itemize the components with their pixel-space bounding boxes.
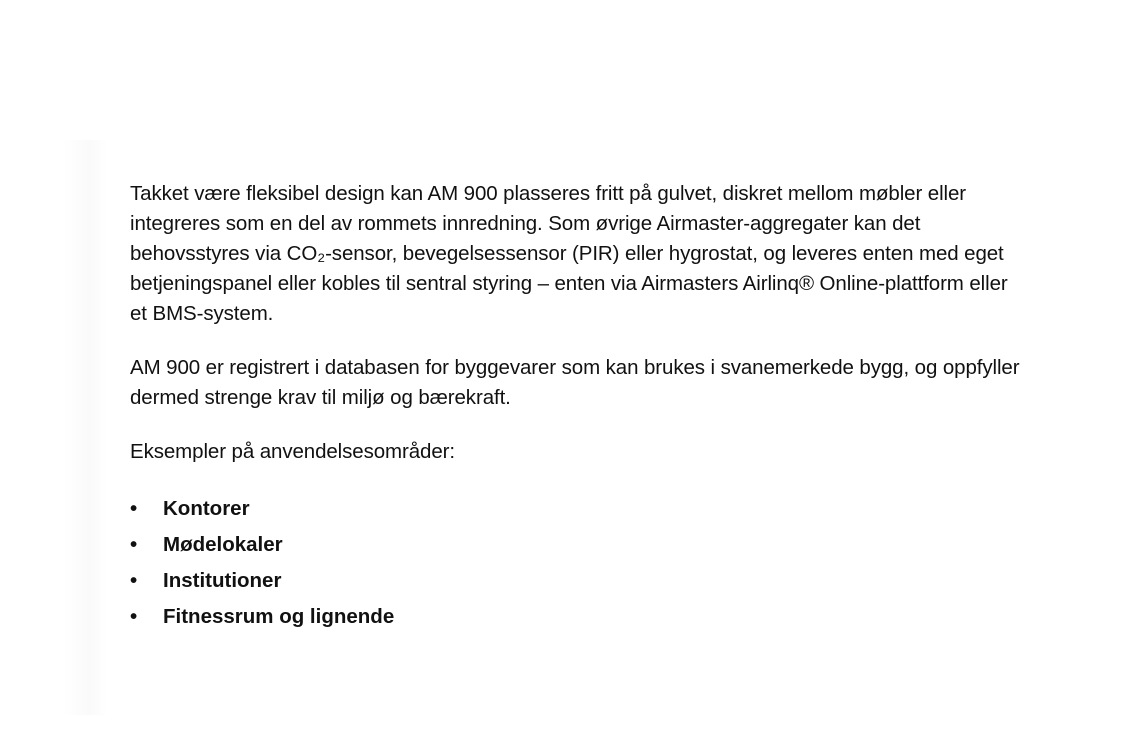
list-item (130, 563, 1030, 599)
list-item-label: Fitnessrum og lignende (163, 605, 395, 628)
list-item-label: Institutioner (163, 569, 282, 592)
examples-intro: Eksempler på anvendelsesområder: (130, 440, 455, 463)
article-body (130, 179, 1030, 635)
list-item (130, 491, 1030, 527)
bullet-icon: • (130, 605, 138, 628)
list-item-label: Mødelokaler (163, 533, 283, 556)
list-item (130, 599, 1030, 635)
page-edge-shadow (62, 140, 108, 715)
paragraph-design: Takket være fleksibel design kan AM 900 plasseres fritt på gulvet, diskret mellom møbler eller integreres som en del av rommets innredning. Som øvrige Airmaster-aggregater kan det behovsstyres via CO₂-sensor, bevegelsessensor (PIR) eller hygrostat, og leveres enten med eget betjeningspanel eller kobles til sentral styring – enten via Airmasters Airlinq® Online-plattform eller et BMS-system. (130, 182, 1008, 325)
bullet-icon: • (130, 569, 138, 592)
bullet-icon: • (130, 497, 138, 520)
list-item-label: Kontorer (163, 497, 250, 520)
examples-list (130, 491, 1030, 635)
bullet-icon: • (130, 533, 138, 556)
paragraph-svanemerke: AM 900 er registrert i databasen for byggevarer som kan brukes i svanemerkede bygg, og oppfyller dermed strenge krav til miljø og bærekraft. (130, 356, 1020, 409)
list-item (130, 527, 1030, 563)
